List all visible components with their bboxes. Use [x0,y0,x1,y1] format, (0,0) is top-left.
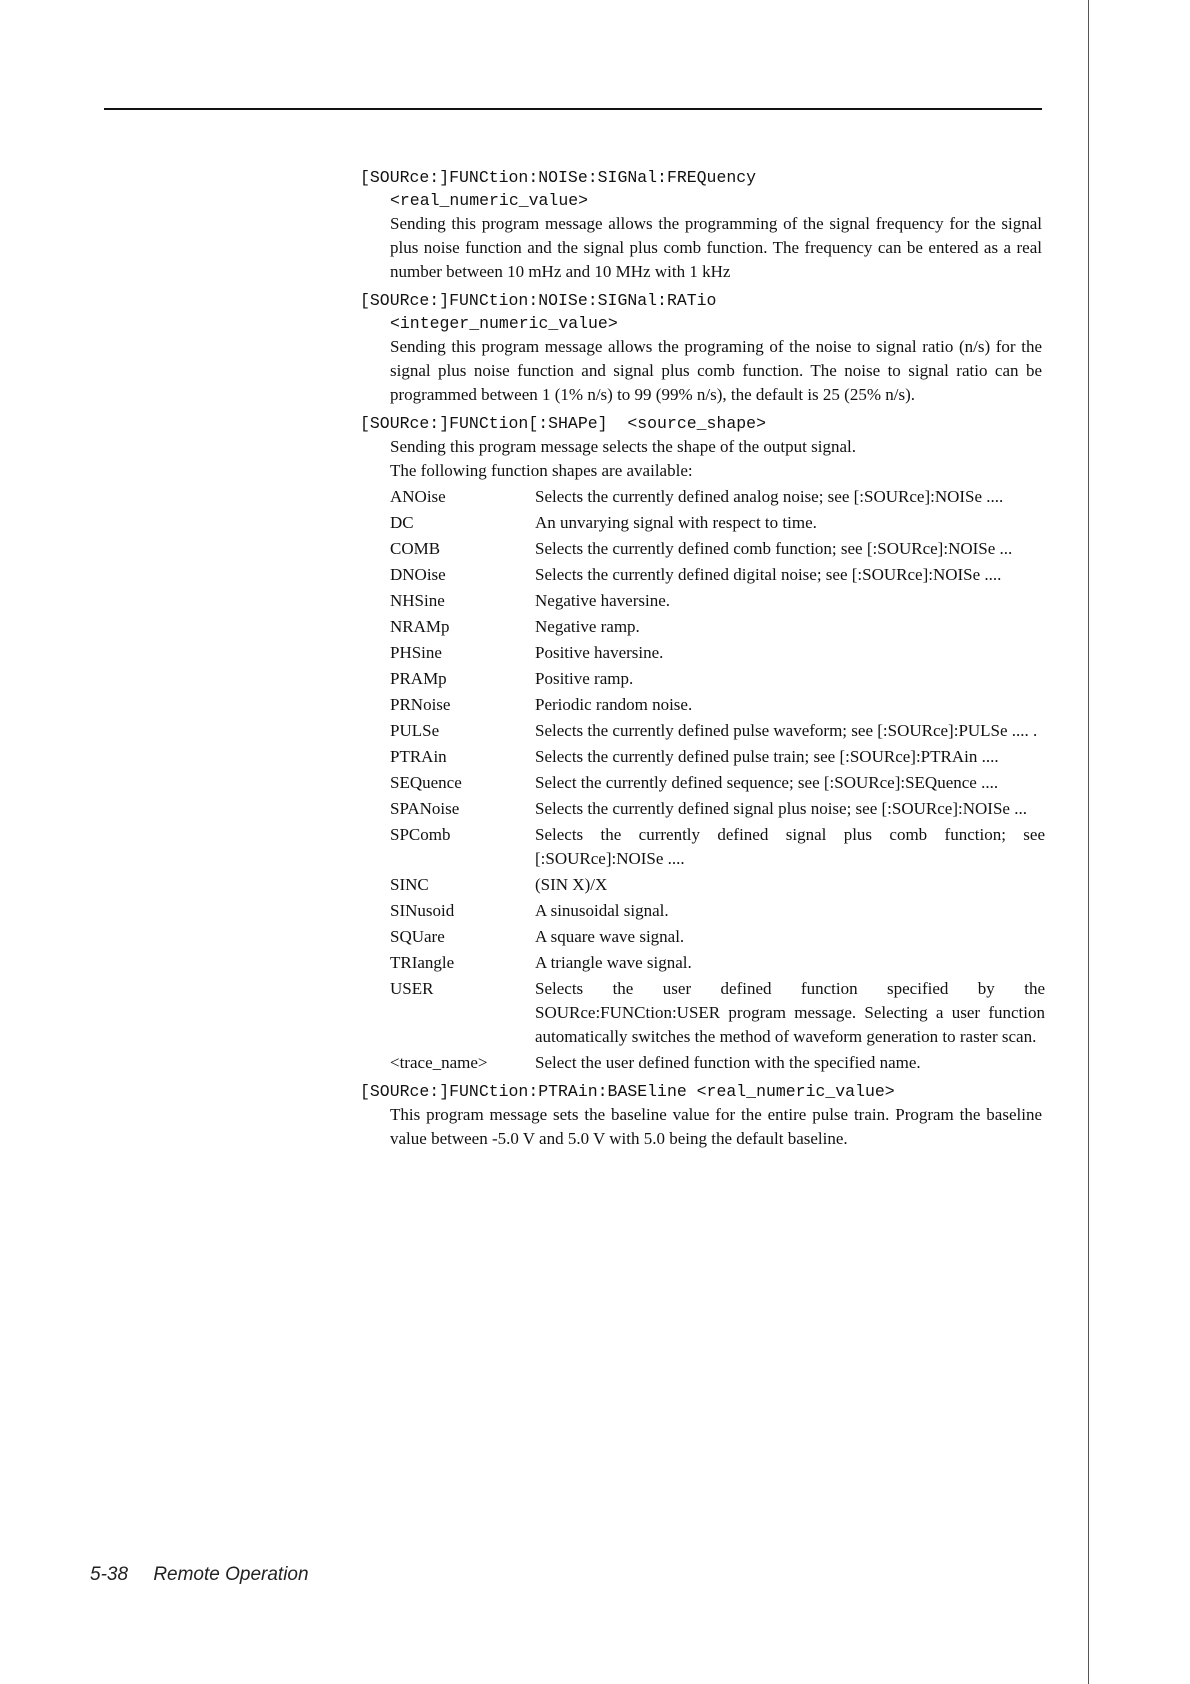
shape-name: SINC [390,875,429,894]
shape-description: Selects the currently defined signal plus noise; see [:SOURce]:NOISe ... [535,799,1027,818]
shape-name: NHSine [390,591,445,610]
shape-row [390,899,1050,923]
header-rule [104,108,1042,110]
shape-row [390,951,1050,975]
shape-description: A triangle wave signal. [535,953,692,972]
shape-description: Selects the currently defined digital noise; see [:SOURce]:NOISe .... [535,565,1002,584]
shape-row [390,667,1050,691]
shape-name: SPComb [390,825,451,844]
command-syntax: [SOURce:]FUNCtion:NOISe:SIGNal:RATio [360,291,717,310]
shape-row [390,797,1050,821]
command-argument: <integer_numeric_value> [390,314,618,333]
shape-name: PTRAin [390,747,447,766]
shape-name: TRIangle [390,953,455,972]
shape-name: USER [390,979,434,998]
command-block-baseline [360,1080,1050,1151]
shape-description: Selects the currently defined comb function; see [:SOURce]:NOISe ... [535,539,1013,558]
shape-description: Positive ramp. [535,669,634,688]
shape-name: <trace_name> [390,1053,488,1072]
shape-description: Select the currently defined sequence; see [:SOURce]:SEQuence .... [535,773,999,792]
shape-row [390,511,1050,535]
shape-row [390,771,1050,795]
shape-description: Selects the currently defined pulse train; see [:SOURce]:PTRAin .... [535,747,999,766]
shape-description: Positive haversine. [535,643,664,662]
shape-description: Negative ramp. [535,617,640,636]
page-footer [90,1564,309,1586]
shape-row [390,563,1050,587]
shape-row [390,537,1050,561]
shape-name: PULSe [390,721,440,740]
shape-description: Select the user defined function with the specified name. [535,1053,921,1072]
shapes-intro: The following function shapes are available: [390,461,693,480]
shape-name: SPANoise [390,799,460,818]
shape-description: An unvarying signal with respect to time. [535,513,817,532]
shape-row [390,719,1050,743]
shape-name: SEQuence [390,773,462,792]
shape-name: DNOise [390,565,446,584]
shape-name: NRAMp [390,617,450,636]
shape-row [390,745,1050,769]
page-number: 5-38 [90,1564,129,1585]
command-description: Sending this program message allows the programming of the signal frequency for the signal plus noise function and the signal plus comb function. The frequency can be entered as a real number between 10 mHz and 10 MHz with 1 kHz [390,214,1042,281]
section-title: Remote Operation [153,1564,309,1585]
shape-name: PHSine [390,643,442,662]
page-edge-line [1088,0,1089,1684]
shape-description: Selects the currently defined signal plus comb function; see [:SOURce]:NOISe .... [535,825,1045,868]
page-content [360,166,1050,1156]
shape-row [390,823,1050,871]
shape-row [390,873,1050,897]
shape-description: A sinusoidal signal. [535,901,669,920]
shape-row [390,589,1050,613]
shape-list [390,485,1050,1075]
shape-description: Periodic random noise. [535,695,693,714]
command-argument: <real_numeric_value> [390,191,589,210]
command-block-frequency [360,166,1050,284]
shape-row [390,485,1050,509]
shape-description: A square wave signal. [535,927,685,946]
shape-row [390,615,1050,639]
shape-description: (SIN X)/X [535,875,608,894]
command-syntax: [SOURce:]FUNCtion:NOISe:SIGNal:FREQuency [360,168,757,187]
shape-name: ANOise [390,487,446,506]
shape-name: DC [390,513,414,532]
command-syntax: [SOURce:]FUNCtion[:SHAPe] <source_shape> [360,414,766,433]
shape-name: COMB [390,539,441,558]
shape-description: Selects the currently defined analog noise; see [:SOURce]:NOISe .... [535,487,1004,506]
shape-name: SQUare [390,927,445,946]
shape-name: SINusoid [390,901,455,920]
command-description: Sending this program message selects the shape of the output signal. [390,437,856,456]
shape-name: PRNoise [390,695,451,714]
shape-description: Selects the currently defined pulse waveform; see [:SOURce]:PULSe .... . [535,721,1038,740]
shape-name: PRAMp [390,669,447,688]
command-block-shape [360,412,1050,1075]
shape-row [390,977,1050,1049]
command-syntax: [SOURce:]FUNCtion:PTRAin:BASEline <real_numeric_value> [360,1082,895,1101]
shape-row [390,641,1050,665]
shape-description: Selects the user defined function specified by the SOURce:FUNCtion:USER program message. Selecting a user function automatically switches the method of waveform generation to raster scan. [535,979,1045,1046]
shape-description: Negative haversine. [535,591,670,610]
shape-row [390,693,1050,717]
shape-row [390,925,1050,949]
command-block-ratio [360,289,1050,407]
shape-row [390,1051,1050,1075]
command-description: This program message sets the baseline value for the entire pulse train. Program the baseline value between -5.0 V and 5.0 V with 5.0 being the default baseline. [390,1105,1042,1148]
command-description: Sending this program message allows the programing of the noise to signal ratio (n/s) for the signal plus noise function and signal plus comb function. The noise to signal ratio can be programmed between 1 (1% n/s) to 99 (99% n/s), the default is 25 (25% n/s). [390,337,1042,404]
